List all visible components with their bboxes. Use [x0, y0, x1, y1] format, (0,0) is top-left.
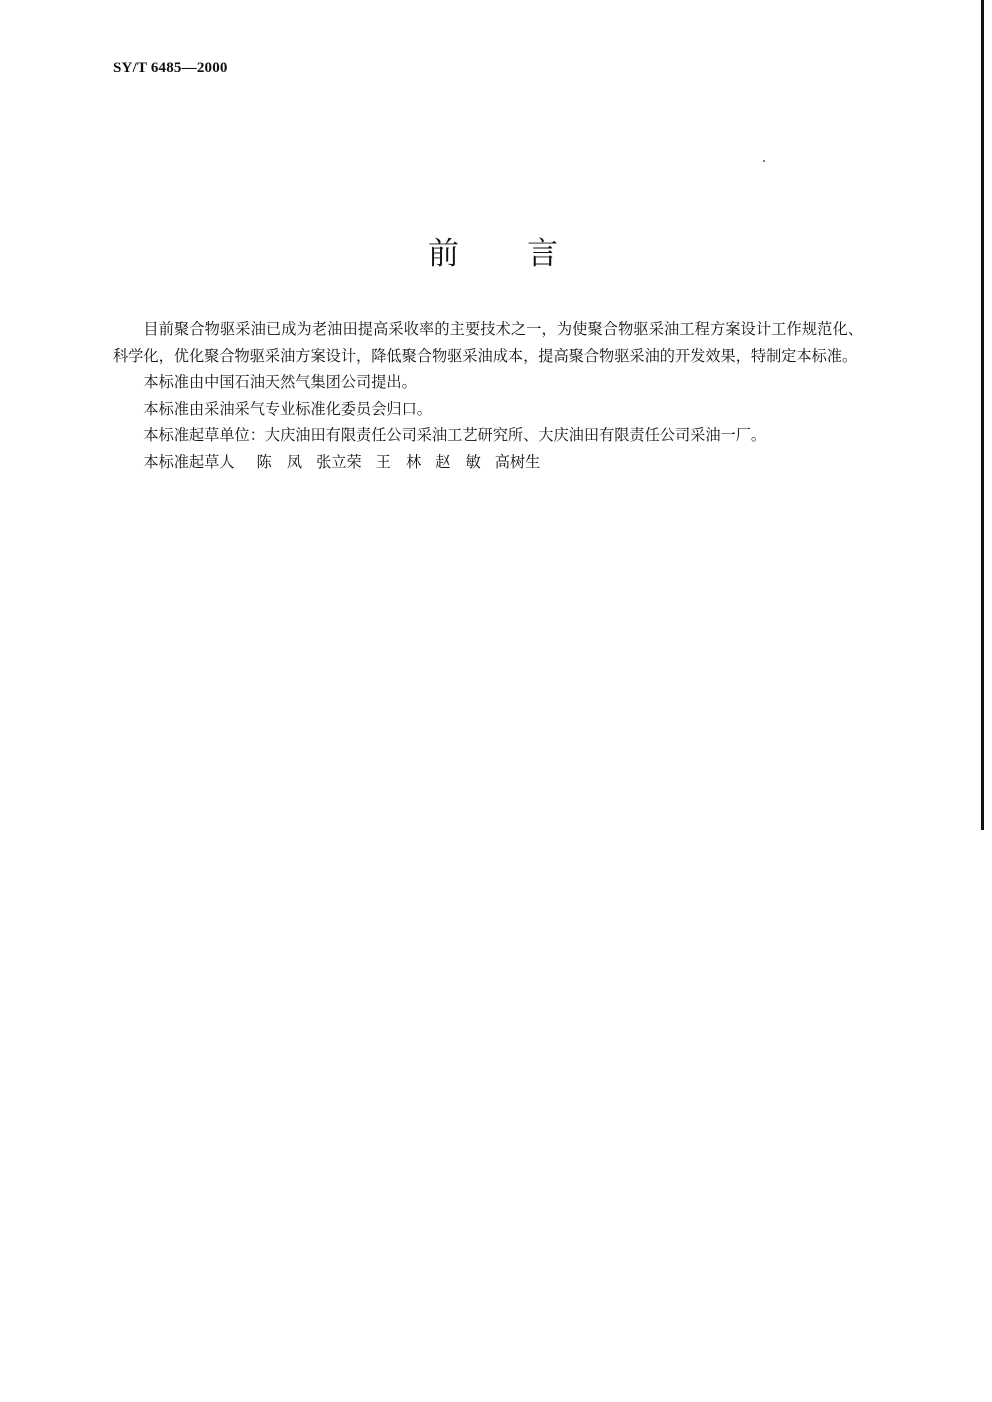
scan-speck: [763, 160, 765, 162]
drafter-name: 张立荣: [316, 452, 362, 471]
paragraph-drafting-units: 本标准起草单位：大庆油田有限责任公司采油工艺研究所、大庆油田有限责任公司采油一厂。: [143, 426, 767, 445]
drafters-label: 本标准起草人: [143, 452, 235, 471]
document-body: [113, 316, 863, 476]
paragraph-administrator: 本标准由采油采气专业标准化委员会归口。: [143, 399, 432, 418]
paragraph-drafters: [113, 449, 863, 476]
page-title: 前言: [428, 236, 626, 272]
paragraph-intro: 目前聚合物驱采油已成为老油田提高采收率的主要技术之一，为使聚合物驱采油工程方案设计工作规范化、科学化，优化聚合物驱采油方案设计，降低聚合物驱采油成本，提高聚合物驱采油的开发效果，特制定本标准。: [113, 320, 863, 365]
drafter-name: 陈 凤: [256, 452, 303, 471]
paragraph-proposer: 本标准由中国石油天然气集团公司提出。: [143, 373, 417, 392]
page-edge-border: [981, 0, 984, 830]
standard-number: SY/T 6485—2000: [113, 60, 228, 76]
drafter-name: 赵 敏: [435, 452, 481, 471]
drafter-name: 王 林: [375, 452, 422, 471]
drafter-name: 高树生: [494, 452, 541, 471]
